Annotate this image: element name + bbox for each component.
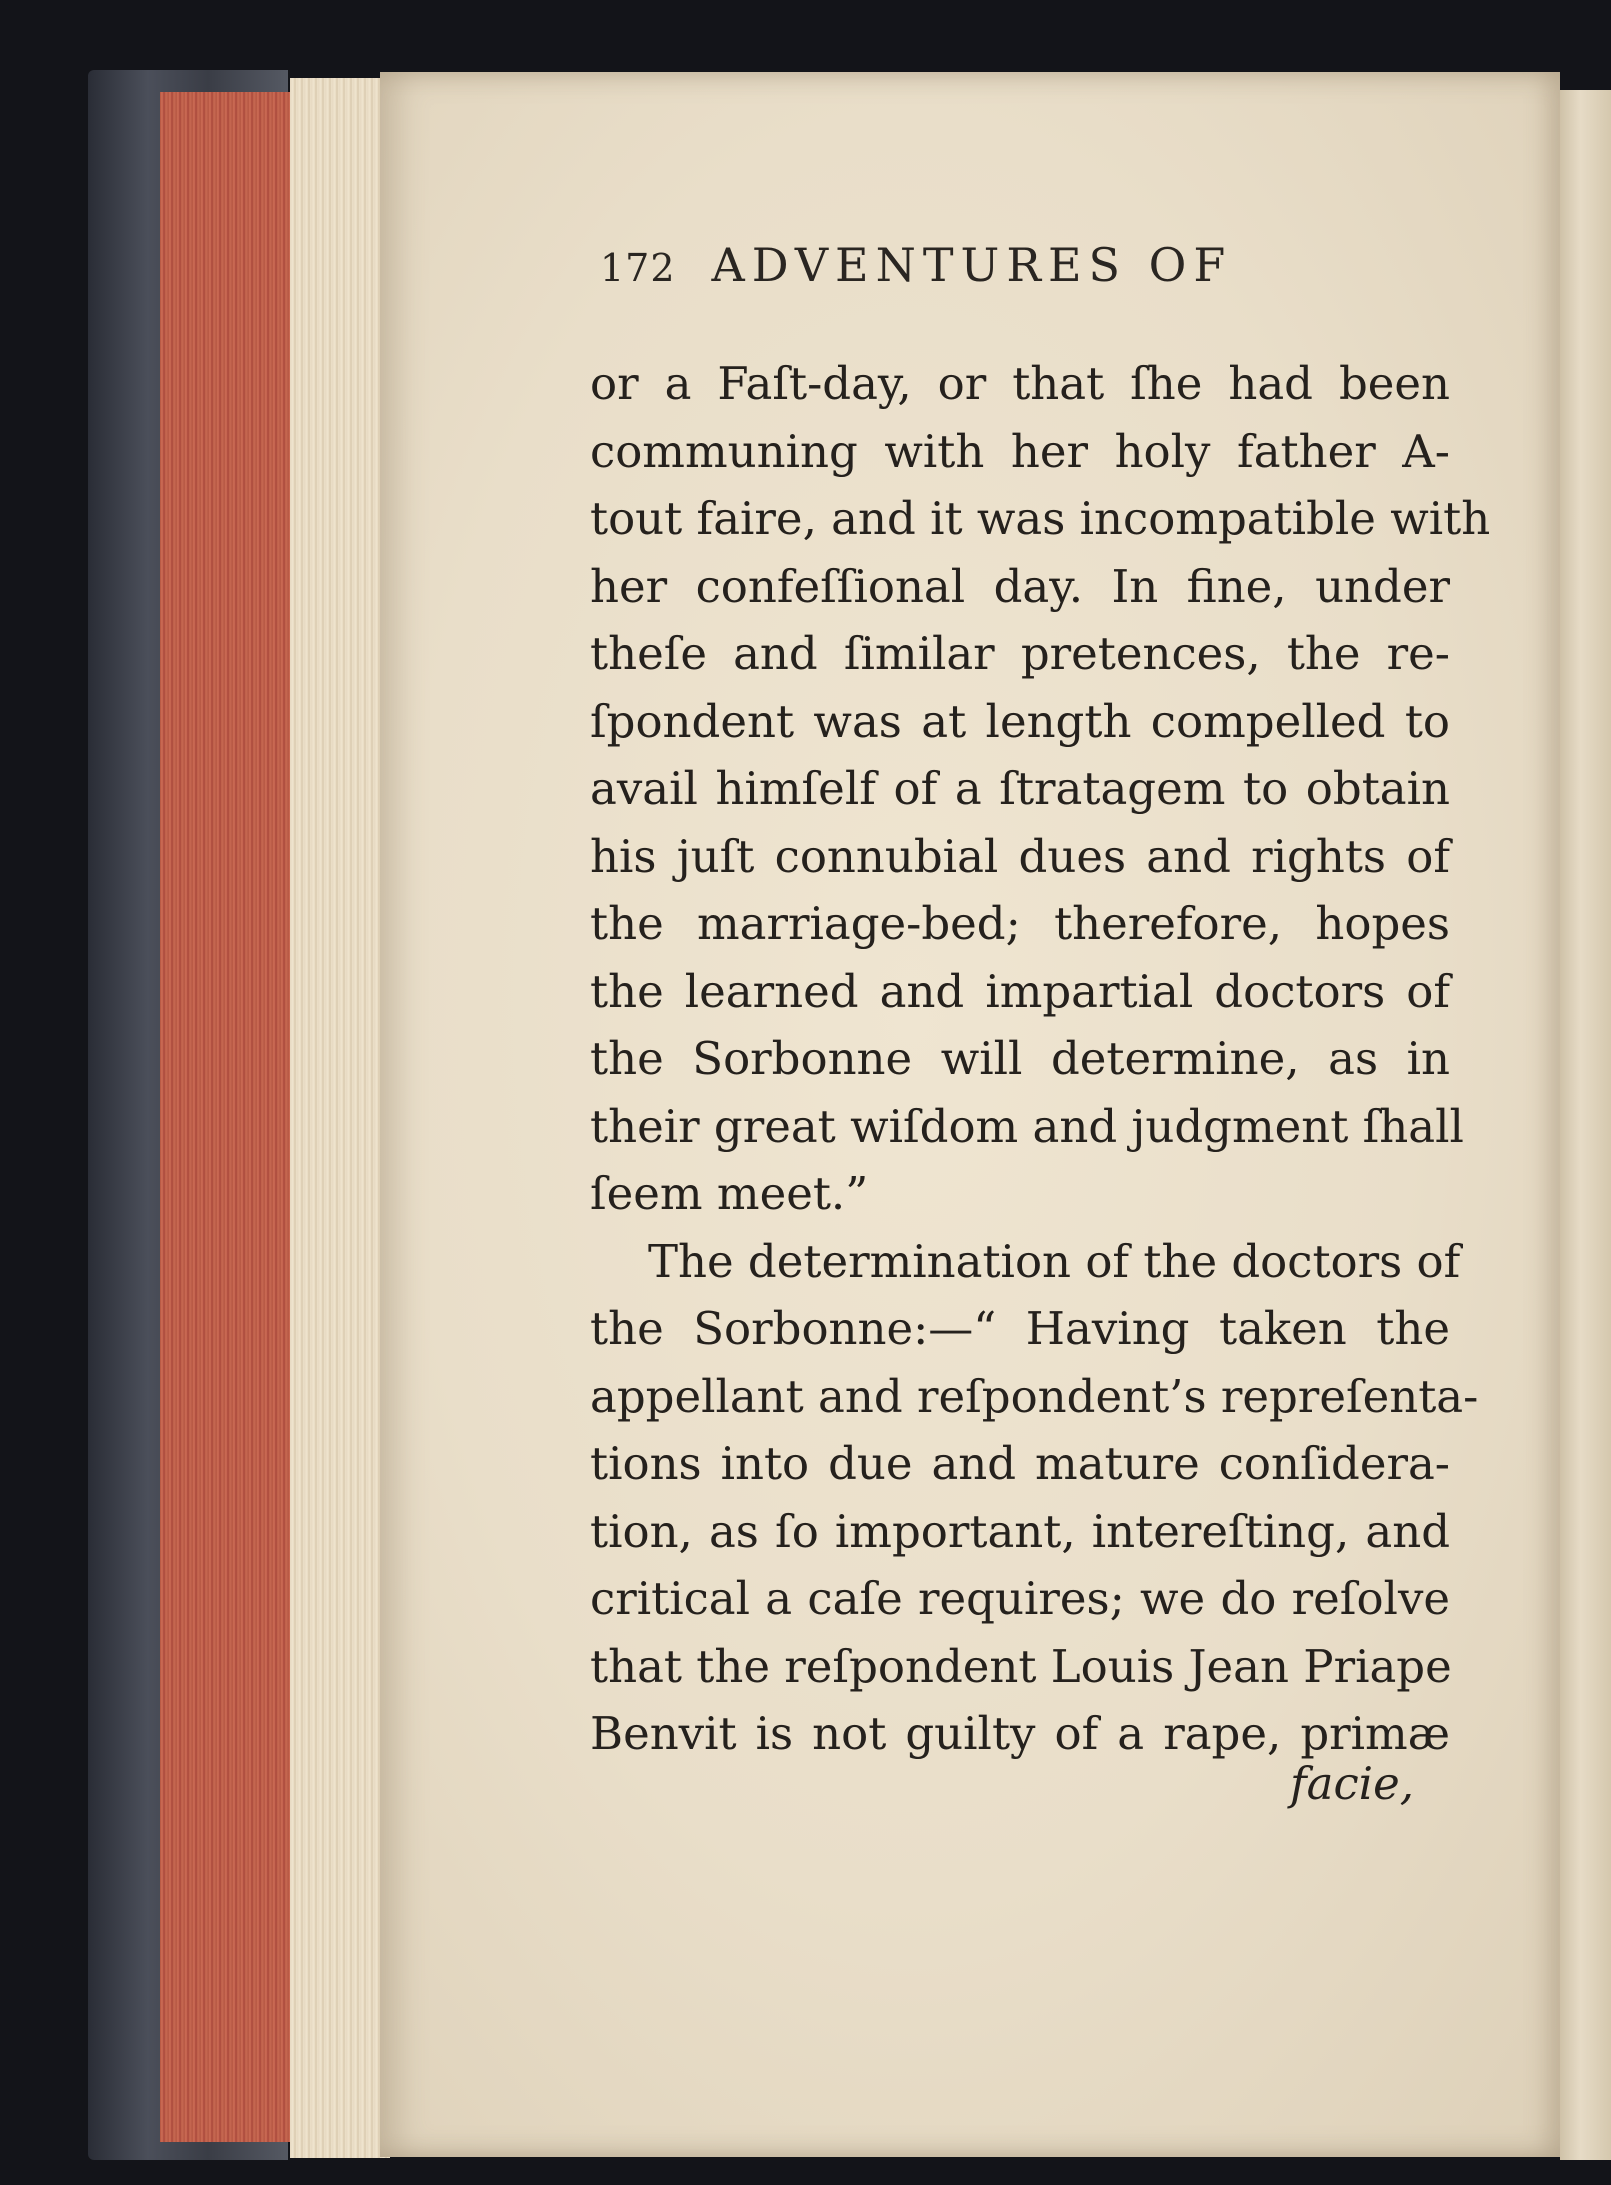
text-line: avail himſelf of a ſtratagem to obtain <box>590 762 1450 815</box>
body-text <box>590 350 1491 1768</box>
catchword: facie, <box>1290 1757 1415 1810</box>
text-line: tion, as ſo important, intereſting, and <box>590 1504 1450 1558</box>
text-line: the marriage-bed; therefore, hopes <box>590 897 1450 950</box>
text-line: Benvit is not guilty of a rape, primæ <box>590 1707 1450 1760</box>
text-line: tout faire, and it was incompatible with <box>590 492 1491 545</box>
text-line: ſpondent was at length compelled to <box>590 694 1450 748</box>
page-header <box>600 238 1232 298</box>
running-head: ADVENTURES OF <box>711 238 1233 292</box>
text-line: his juſt connubial dues and rights of <box>590 829 1450 883</box>
text-line: tions into due and mature conſidera- <box>590 1437 1450 1490</box>
text-line: or a Faſt-day, or that ſhe had been <box>590 357 1450 410</box>
page-number: 172 <box>600 246 676 290</box>
facing-page-edge <box>1560 90 1611 2160</box>
text-line: their great wiſdom and judgment ſhall <box>590 1099 1464 1153</box>
text-line: communing with her holy father A- <box>590 424 1450 478</box>
text-line: the learned and impartial doctors of <box>590 964 1450 1018</box>
text-line: the Sorbonne will determine, as in <box>590 1032 1450 1085</box>
text-line: critical a caſe requires; we do reſolve <box>590 1572 1450 1625</box>
text-line: that the reſpondent Louis Jean Priape <box>590 1639 1452 1693</box>
text-line: appellant and reſpondent’s repreſenta- <box>590 1369 1479 1423</box>
page-stack <box>290 78 390 2158</box>
text-line: her confeſſional day. In fine, under <box>590 559 1450 613</box>
text-line: The determination of the doctors of <box>648 1234 1461 1288</box>
text-line: ſeem meet.” <box>590 1167 869 1220</box>
text-line: theſe and ſimilar pretences, the re- <box>590 627 1450 680</box>
text-line: the Sorbonne:—“ Having taken the <box>590 1302 1450 1355</box>
